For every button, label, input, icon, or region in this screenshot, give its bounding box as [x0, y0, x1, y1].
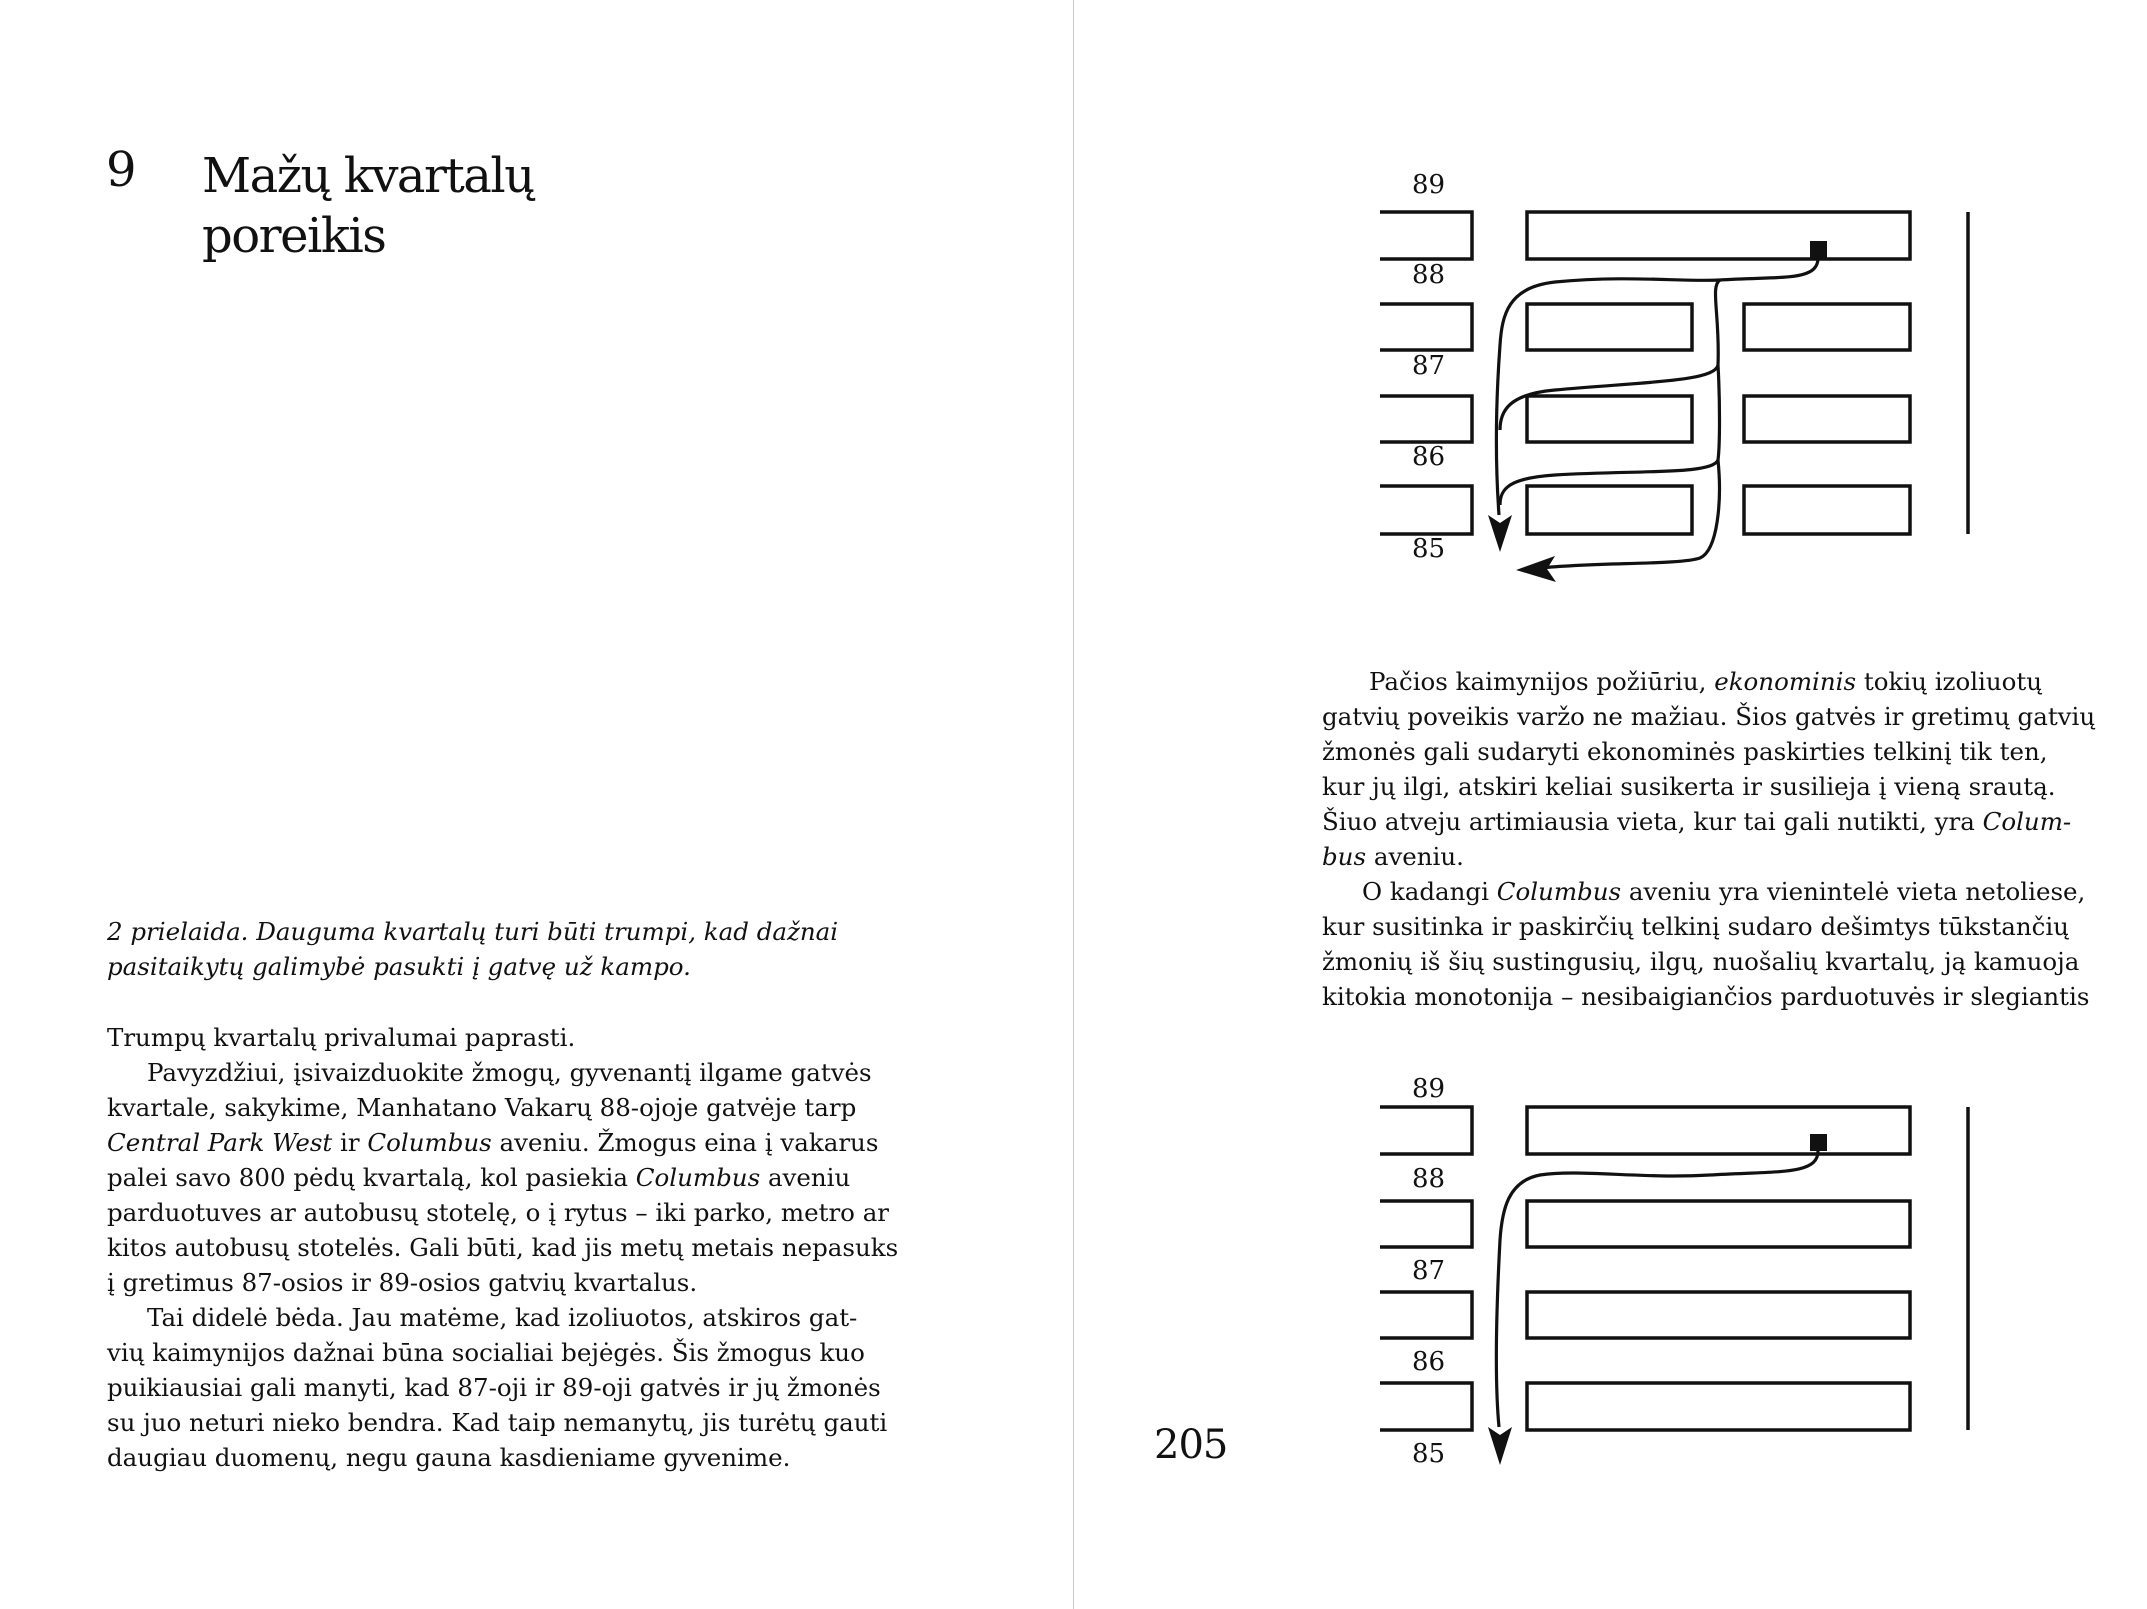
arrowhead-icon [1516, 556, 1556, 582]
text-line: žmonės gali sudaryti ekonominės paskirties telkinį tik ten, [1322, 737, 2048, 766]
street-name: Columbus [635, 1163, 761, 1192]
text-fragment: Šiuo atveju artimiausia vieta, kur tai gali nutikti, yra [1322, 807, 1983, 836]
short-block [1744, 396, 1910, 442]
text-line: kitos autobusų stotelės. Gali būti, kad jis metų metais nepasuks [107, 1233, 899, 1262]
text-line: vių kaimynijos dažnai būna socialiai bejėgės. Šis žmogus kuo [107, 1338, 865, 1367]
partial-block [1380, 1292, 1472, 1338]
street-label-88: 88 [1412, 260, 1446, 290]
chapter-number: 9 [106, 142, 136, 198]
street-label-86: 86 [1412, 1347, 1446, 1377]
partial-block [1380, 396, 1472, 442]
text-line [1322, 664, 2043, 699]
text-fragment: aveniu yra vienintelė vieta netoliese, [1621, 877, 2086, 906]
text-line: Trumpų kvartalų privalumai paprasti. [107, 1023, 576, 1052]
text-line: kur jų ilgi, atskiri keliai susikerta ir susilieja į vieną srautą. [1322, 772, 2056, 801]
text-fragment: Pačios kaimynijos požiūriu, [1369, 667, 1715, 696]
street-label-89: 89 [1412, 170, 1446, 200]
street-label-86: 86 [1412, 442, 1446, 472]
text-fragment: ir [332, 1128, 368, 1157]
street-diagram-bottom [1380, 1065, 2000, 1485]
text-fragment: O kadangi [1362, 877, 1497, 906]
text-line: kvartale, sakykime, Manhatano Vakarų 88-ojoje gatvėje tarp [107, 1093, 857, 1122]
street-name: Columbus [1496, 877, 1622, 906]
partial-block [1380, 212, 1472, 259]
text-line [1322, 804, 2072, 839]
street-label-85: 85 [1412, 1439, 1446, 1469]
page-number: 205 [1154, 1422, 1228, 1468]
partial-block [1380, 304, 1472, 350]
street-label-89: 89 [1412, 1074, 1446, 1104]
partial-block [1380, 1383, 1472, 1430]
text-fragment: aveniu. Žmogus eina į vakarus [491, 1128, 879, 1157]
short-block [1527, 486, 1692, 534]
street-label-85: 85 [1412, 534, 1446, 564]
street-name: Central Park West [107, 1128, 333, 1157]
text-line: parduotuves ar autobusų stotelę, o į rytus – iki parko, metro ar [107, 1198, 890, 1227]
text-line [1322, 874, 2086, 909]
long-block [1527, 1292, 1910, 1338]
text-fragment: aveniu [760, 1163, 851, 1192]
text-fragment: tokių izoliuotų [1856, 667, 2043, 696]
street-label-87: 87 [1412, 1256, 1446, 1286]
text-line: puikiausiai gali manyti, kad 87-oji ir 89-oji gatvės ir jų žmonės [107, 1373, 881, 1402]
left-body-text [107, 1020, 899, 1475]
text-line: kitokia monotonija – nesibaigiančios parduotuvės ir slegiantis [1322, 982, 2090, 1011]
left-page [0, 0, 1073, 1609]
chapter-title-line: Mažų kvartalų [202, 148, 534, 204]
emphasis-word: ekonominis [1714, 667, 1857, 696]
street-name: Columbus [367, 1128, 492, 1157]
long-block [1527, 1107, 1910, 1154]
street-diagram-top [1380, 170, 2000, 590]
chapter-title-line: poreikis [202, 208, 386, 264]
text-line: Pavyzdžiui, įsivaizduokite žmogų, gyvenantį ilgame gatvės [147, 1058, 872, 1087]
text-line [107, 1160, 851, 1195]
home-marker [1810, 241, 1827, 258]
text-fragment: aveniu. [1366, 842, 1464, 871]
text-line: kur susitinka ir paskirčių telkinį sudaro dešimtys tūkstančių [1322, 912, 2069, 941]
partial-block [1380, 1201, 1472, 1247]
route-path [1496, 1151, 1818, 1427]
text-line: gatvių poveikis varžo ne mažiau. Šios gatvės ir gretimų gatvių [1322, 702, 2096, 731]
short-block [1527, 304, 1692, 350]
long-block [1527, 1383, 1910, 1430]
long-block [1527, 212, 1910, 259]
text-fragment: palei savo 800 pėdų kvartalą, kol pasiekia [107, 1163, 636, 1192]
arrowhead-icon [1488, 1427, 1512, 1465]
street-label-88: 88 [1412, 1164, 1446, 1194]
premise-line: 2 prielaida. Dauguma kvartalų turi būti trumpi, kad dažnai [107, 917, 839, 946]
street-name: bus [1322, 842, 1367, 871]
text-line [1322, 839, 2033, 874]
short-block [1744, 304, 1910, 350]
text-line: daugiau duomenų, negu gauna kasdieniame gyvenime. [107, 1443, 791, 1472]
text-line: į gretimus 87-osios ir 89-osios gatvių kvartalus. [107, 1268, 698, 1297]
text-line: žmonių iš šių sustingusių, ilgų, nuošalių kvartalų, ją kamuoja [1322, 947, 2080, 976]
page-gutter [1073, 0, 1074, 1609]
city-blocks [1380, 212, 1910, 534]
text-line [107, 1125, 879, 1160]
chapter-title [202, 146, 802, 266]
long-block [1527, 1201, 1910, 1247]
text-line: su juo neturi nieko bendra. Kad taip nemanytų, jis turėtų gauti [107, 1408, 888, 1437]
premise-statement [107, 914, 839, 984]
home-marker [1810, 1134, 1827, 1151]
premise-line: pasitaikytų galimybė pasukti į gatvę už kampo. [107, 952, 691, 981]
partial-block [1380, 486, 1472, 534]
street-label-87: 87 [1412, 351, 1446, 381]
city-blocks [1380, 1107, 1910, 1430]
arrowhead-icon [1488, 515, 1512, 552]
text-line: Tai didelė bėda. Jau matėme, kad izoliuotos, atskiros gat- [147, 1303, 858, 1332]
right-body-text [1322, 664, 2096, 1014]
partial-block [1380, 1107, 1472, 1154]
short-block [1527, 396, 1692, 442]
street-name: Colum- [1982, 807, 2072, 836]
short-block [1744, 486, 1910, 534]
